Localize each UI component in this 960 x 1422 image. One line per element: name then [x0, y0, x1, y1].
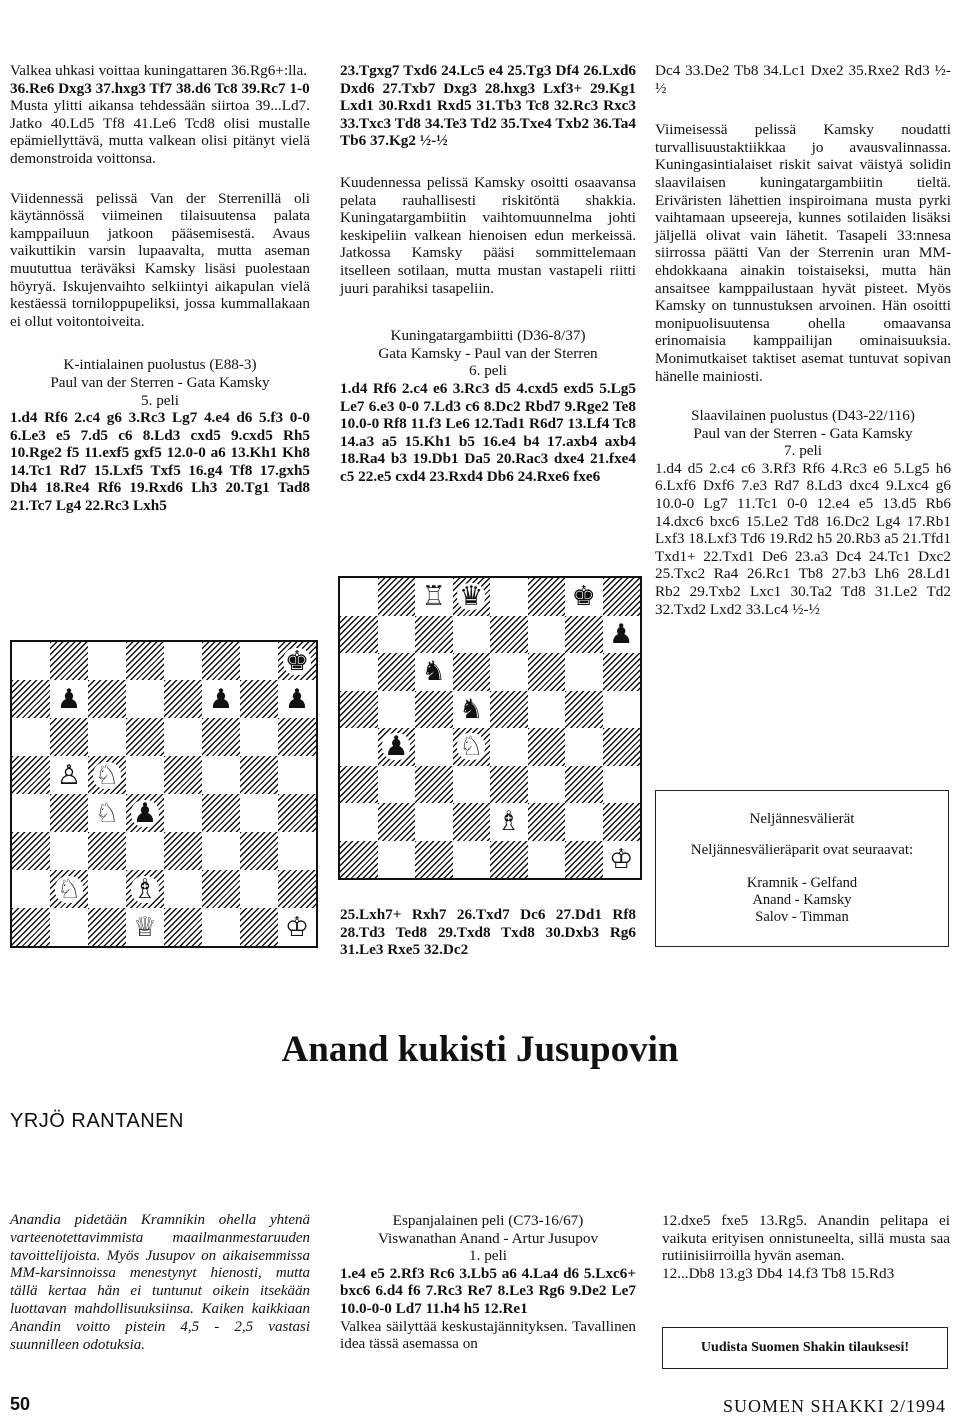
board-square [378, 616, 416, 654]
game-moves: Dc4 33.De2 Tb8 34.Lc1 Dxe2 35.Rxe2 Rd3 ½-½ [655, 62, 951, 97]
game-moves: 25.Lxh7+ Rxh7 26.Txd7 Dc6 27.Dd1 Rf8 28.Td3 Ted8 29.Txd8 Txd8 30.Dxb3 Rg6 31.Le3 Rxe5 32.Dc2 [340, 906, 636, 959]
board-square [164, 794, 202, 832]
board-square [528, 616, 566, 654]
board-square [240, 908, 278, 946]
game-round: 7. peli [784, 442, 822, 460]
paragraph: Kuudennessa pelissä Kamsky osoitti osaavansa pelata rauhallisesti riskitöntä shakkia. Kuningatargambiitin vaihtomuunnelma johti keskipeliin valkean hienoisen edun merkeissä. Jatkossa Kamsky pääsi sommittelemaan itselleen sotilaan, mutta mustan vastapeli riitti juuri parahiksi tasapeliin. [340, 173, 636, 297]
board-square [528, 766, 566, 804]
board-square [490, 616, 528, 654]
black-pawn-icon: ♟ [56, 683, 82, 715]
article-lead: Anandia pidetään Kramnikin ohella yhtenä varteenotettavimmista maailmanmestaruuden tavoittelijoista. Myös Jusupov on aikaisemmissa MM-karsinnoissa menestynyt hienosti, mutta tällä kertaa hän ei tuntunut oikein itsekään luottavan mahdollisuuksiinsa. Kaiken kaikkiaan Anandin voitto pistein 4,5 - 2,5 vastasi suunnilleen odotuksia. [10, 1212, 310, 1353]
board-square [50, 718, 88, 756]
board-square [278, 756, 316, 794]
white-knight-icon: ♘ [56, 873, 82, 905]
board-square [453, 653, 491, 691]
board-square [490, 728, 528, 766]
board-square [126, 642, 164, 680]
board-square [415, 578, 453, 616]
board-square [490, 803, 528, 841]
column-2 [340, 62, 636, 485]
board-square [603, 616, 641, 654]
magazine-name: SUOMEN SHAKKI 2/1994 [722, 1396, 946, 1416]
paragraph: 12.dxe5 fxe5 13.Rg5. Anandin pelitapa ei vaikuta erityisen onnistuneelta, sillä musta saa rutiinisiirroilla hyvän aseman. [662, 1212, 950, 1265]
column-1 [10, 62, 310, 515]
white-king-icon: ♔ [284, 911, 310, 943]
board-square [88, 756, 126, 794]
board-square [88, 642, 126, 680]
board-square [603, 766, 641, 804]
board-square [278, 908, 316, 946]
board-square [453, 728, 491, 766]
board-square [528, 653, 566, 691]
board-square [202, 832, 240, 870]
board-square [88, 680, 126, 718]
board-square [164, 870, 202, 908]
board-square [415, 841, 453, 879]
black-pawn-icon: ♟ [284, 683, 310, 715]
white-knight-icon: ♘ [94, 759, 120, 791]
board-square [378, 728, 416, 766]
board-square [278, 680, 316, 718]
white-knight-icon: ♘ [94, 797, 120, 829]
board-square [240, 642, 278, 680]
column-2-continued [340, 906, 636, 959]
board-square [88, 908, 126, 946]
board-square [278, 832, 316, 870]
board-square [565, 803, 603, 841]
board-square [490, 653, 528, 691]
board-square [88, 832, 126, 870]
game-moves: 1.d4 Rf6 2.c4 e6 3.Rc3 d5 4.cxd5 exd5 5.Lg5 Le7 6.e3 0-0 7.Ld3 c6 8.Dc2 Rbd7 9.Rge2 Te8 10.0-0 Rf8 11.f3 Le6 12.Tad1 R6d7 13.Lf4 Tc8 14.a3 a5 15.Kh1 b5 16.e4 b4 17.axb4 axb4 18.Ra4 b3 19.Db1 Da5 20.Rac3 dxe4 21.fxe4 c5 22.e5 cxd4 23.Rxd4 Db6 24.Rxe6 fxe6 [340, 379, 636, 485]
board-square [603, 653, 641, 691]
article-column-2 [340, 1212, 636, 1369]
white-bishop-icon: ♗ [132, 873, 158, 905]
board-square [164, 908, 202, 946]
article-title: Anand kukisti Jusupovin [281, 1029, 679, 1070]
board-square [278, 794, 316, 832]
board-square [378, 766, 416, 804]
article-author: YRJÖ RANTANEN [10, 1110, 184, 1132]
game-round: 1. peli [469, 1247, 507, 1265]
white-rook-icon: ♖ [421, 581, 446, 613]
board-square [453, 803, 491, 841]
board-square [603, 803, 641, 841]
board-square [415, 803, 453, 841]
white-king-icon: ♔ [609, 843, 634, 875]
board-square [50, 680, 88, 718]
board-square [202, 908, 240, 946]
board-square [415, 653, 453, 691]
board-square [490, 841, 528, 879]
board-square [50, 908, 88, 946]
board-square [202, 870, 240, 908]
board-square [453, 578, 491, 616]
game-round: 6. peli [469, 362, 507, 380]
board-square [278, 718, 316, 756]
board-square [12, 794, 50, 832]
board-square [202, 756, 240, 794]
board-square [88, 718, 126, 756]
game-round: 5. peli [141, 391, 179, 409]
white-bishop-icon: ♗ [496, 806, 521, 838]
board-square [50, 794, 88, 832]
paragraph: Valkea säilyttää keskustajännityksen. Tavallinen idea tässä asemassa on [340, 1317, 636, 1353]
board-square [528, 578, 566, 616]
board-square [126, 718, 164, 756]
board-square [378, 653, 416, 691]
board-square [453, 766, 491, 804]
board-square [12, 908, 50, 946]
box-pair: Anand - Kamsky [752, 892, 852, 908]
board-square [340, 616, 378, 654]
board-square [340, 841, 378, 879]
board-square [12, 756, 50, 794]
paragraph: Viidennessä pelissä Van der Sterrenillä oli käytännössä viimeinen tilaisuutensa palata kamppailuun jatkoon pääsemisestä. Avaus vaikuttikin varsin lupaavalta, mutta aseman muututtua teräväksi Kamsky lisäsi puolestaan höyryä. Iskujenvaihto selkiintyi aikapulan vielä kestäessä torniloppupeliksi, jossa kummallakaan ei ollut voitontoiveita. [10, 189, 310, 330]
board-square [565, 766, 603, 804]
game-players: Viswanathan Anand - Artur Jusupov [377, 1229, 599, 1247]
board-square [603, 578, 641, 616]
board-square [88, 794, 126, 832]
board-square [202, 794, 240, 832]
game-moves: 23.Tgxg7 Txd6 24.Lc5 e4 25.Tg3 Df4 26.Lxd6 Dxd6 27.Txb7 Dxg3 28.hxg3 Lxf3+ 29.Kg1 Lxd1 30.Rxd1 Rxd5 31.Tb3 Tc8 32.Rc3 Rxc3 33.Txc3 Td8 34.Te3 Td2 35.Txe4 Txb2 36.Ta4 Tb6 37.Kg2 ½-½ [340, 62, 636, 150]
board-square [415, 616, 453, 654]
board-square [415, 728, 453, 766]
subscription-ad[interactable] [662, 1327, 948, 1369]
board-square [565, 841, 603, 879]
game-players: Paul van der Sterren - Gata Kamsky [50, 373, 270, 391]
board-square [126, 794, 164, 832]
board-square [528, 841, 566, 879]
black-knight-icon: ♞ [421, 656, 446, 688]
board-square [50, 756, 88, 794]
board-square [278, 870, 316, 908]
black-king-icon: ♚ [571, 581, 596, 613]
board-square [278, 642, 316, 680]
black-pawn-icon: ♟ [132, 797, 158, 829]
game-players: Paul van der Sterren - Gata Kamsky [693, 424, 913, 442]
board-square [240, 756, 278, 794]
board-square [202, 680, 240, 718]
board-square [126, 870, 164, 908]
board-square [240, 680, 278, 718]
ad-text: Uudista Suomen Shakin tilauksesi! [700, 1340, 910, 1355]
paragraph: Valkea uhkasi voittaa kuningattaren 36.Rg6+:lla. 36.Re6 Dxg3 37.hxg3 Tf7 38.d6 Tc8 39.Rc7 1-0 Musta ylitti aikansa tehdessään siirtoa 39...Ld7. Jatko 40.Ld5 Tf8 41.Le6 Tcd8 olisi mustalle epämiellyttävä, mutta valkean olisi pitänyt vielä demonstroida voittonsa. [10, 62, 310, 167]
board-square [240, 794, 278, 832]
board-square [453, 841, 491, 879]
board-square [12, 870, 50, 908]
board-square [453, 691, 491, 729]
white-queen-icon: ♕ [132, 911, 158, 943]
board-square [340, 691, 378, 729]
board-square [490, 766, 528, 804]
move-text: 36.Re6 Dxg3 37.hxg3 Tf7 38.d6 Tc8 39.Rc7 1-0 [10, 79, 310, 97]
board-square [164, 642, 202, 680]
chess-diagram-1 [10, 640, 318, 948]
column-3 [655, 62, 951, 618]
game-moves: 1.d4 Rf6 2.c4 g6 3.Rc3 Lg7 4.e4 d6 5.f3 0-0 6.Le3 e5 7.d5 c6 8.Ld3 cxd5 9.cxd5 Rh5 10.Rge2 f5 11.exf5 gxf5 12.0-0 a6 13.Kh1 Kh8 14.Tc1 Rd7 15.Lxf5 Txf5 16.g4 Tf8 17.gxh5 Dh4 18.Re4 Rf6 19.Rxd6 Lh3 20.Tg1 Tad8 21.Tc7 Lg4 22.Rc3 Lxh5 [10, 409, 310, 515]
board-square [453, 616, 491, 654]
paragraph: Viimeisessä pelissä Kamsky noudatti turvallisuustaktiikkaa jo avausvalinnassa. Kuningasintialaiset riskit saivat väistyä solidin slaavilaisen kuningatargambiitin tieltä. Eriväristen lähettien inspiroimana musta pyrki vaihtamaan upseereja, kunnes sotilaiden lisäksi jäljellä olivat vain lähetit. Tasapeli 33:nnesa siirrossa päätti Van der Sterrenin uran MM-ehdokkaana ainakin toistaiseksi, mutta hän ansaitsee kamppailustaan hyvät pisteet. Myös Kamsky on tunnustuksen arvoinen. Hän osoitti monipuolisuutensa ohella omaavansa erinomaisia kamppailijan ominaisuuksia. Monimutkaiset taktiset asemat tuntuvat sopivan hänelle mainiosti. [655, 121, 951, 385]
box-pair: Kramnik - Gelfand [746, 875, 858, 891]
game-opening: Kuningatargambiitti (D36-8/37) [390, 327, 586, 345]
board-square [50, 870, 88, 908]
white-knight-icon: ♘ [459, 731, 484, 763]
board-square [126, 756, 164, 794]
board-square [12, 832, 50, 870]
article-column-3 [662, 1212, 950, 1282]
black-pawn-icon: ♟ [609, 618, 634, 650]
board-square [164, 832, 202, 870]
board-square [340, 728, 378, 766]
black-queen-icon: ♛ [459, 581, 484, 613]
chess-diagram-2 [338, 576, 642, 880]
game-opening: Slaavilainen puolustus (D43-22/116) [691, 407, 915, 425]
board-square [340, 578, 378, 616]
board-square [240, 832, 278, 870]
board-square [565, 653, 603, 691]
quarterfinals-box [655, 790, 949, 947]
game-moves: 1.e4 e5 2.Rf3 Rc6 3.Lb5 a6 4.La4 d6 5.Lxc6+ bxc6 6.d4 f6 7.Rc3 Re7 8.Le3 Rg6 9.De2 Le7 10.0-0-0 Ld7 11.h4 h5 12.Re1 [340, 1264, 636, 1317]
board-square [12, 718, 50, 756]
board-square [565, 616, 603, 654]
board-square [240, 870, 278, 908]
board-square [378, 803, 416, 841]
black-pawn-icon: ♟ [208, 683, 234, 715]
page-number: 50 [10, 1394, 31, 1414]
game-opening: Espanjalainen peli (C73-16/67) [392, 1212, 584, 1229]
board-square [340, 803, 378, 841]
box-intro: Neljännesvälieräparit ovat seuraavat: [690, 842, 914, 858]
board-square [528, 728, 566, 766]
black-pawn-icon: ♟ [384, 731, 409, 763]
board-square [565, 728, 603, 766]
board-square [126, 680, 164, 718]
board-square [240, 718, 278, 756]
board-square [202, 718, 240, 756]
board-square [603, 841, 641, 879]
board-square [164, 756, 202, 794]
board-square [50, 832, 88, 870]
board-square [12, 642, 50, 680]
board-square [126, 908, 164, 946]
game-moves: 12...Db8 13.g3 Db4 14.f3 Tb8 15.Rd3 [662, 1264, 895, 1282]
game-players: Gata Kamsky - Paul van der Sterren [378, 344, 598, 362]
board-square [340, 766, 378, 804]
board-square [378, 578, 416, 616]
board-square [565, 691, 603, 729]
black-king-icon: ♚ [284, 645, 310, 677]
board-square [202, 642, 240, 680]
board-square [528, 803, 566, 841]
board-square [340, 653, 378, 691]
board-square [490, 578, 528, 616]
board-square [490, 691, 528, 729]
game-opening: K-intialainen puolustus (E88-3) [63, 356, 257, 374]
board-square [415, 691, 453, 729]
white-pawn-icon: ♙ [56, 759, 82, 791]
board-square [126, 832, 164, 870]
board-square [415, 766, 453, 804]
board-square [603, 728, 641, 766]
game-moves: 1.d4 d5 2.c4 c6 3.Rf3 Rf6 4.Rc3 e6 5.Lg5 h6 6.Lxf6 Dxf6 7.e3 Rd7 8.Ld3 dxc4 9.Lxc4 g6 10.0-0 Lg7 11.Tc1 0-0 12.e4 e5 13.d5 Rb6 14.dxc6 bxc6 15.Le2 Td8 16.Dc2 Lg4 17.Rb1 Lxf3 18.Lxf3 Td6 19.Rd2 h5 20.Rb3 a5 21.Tfd1 Txd1+ 22.Txd1 De6 23.a3 Dc4 24.Tc1 Dxc2 25.Txc2 Ra4 26.Rc1 Tb8 27.b3 Lh6 28.Ld1 Rb2 29.Txb2 Lxc1 30.Ta2 Td8 31.Le2 Td2 32.Txd2 Lxd2 33.Lc4 ½-½ [655, 459, 951, 618]
board-square [50, 642, 88, 680]
board-square [378, 841, 416, 879]
board-square [565, 578, 603, 616]
board-square [12, 680, 50, 718]
board-square [528, 691, 566, 729]
box-title: Neljännesvälierät [749, 811, 855, 827]
box-pair: Salov - Timman [755, 909, 849, 925]
board-square [88, 870, 126, 908]
board-square [164, 718, 202, 756]
black-knight-icon: ♞ [459, 693, 484, 725]
board-square [603, 691, 641, 729]
board-square [378, 691, 416, 729]
board-square [164, 680, 202, 718]
